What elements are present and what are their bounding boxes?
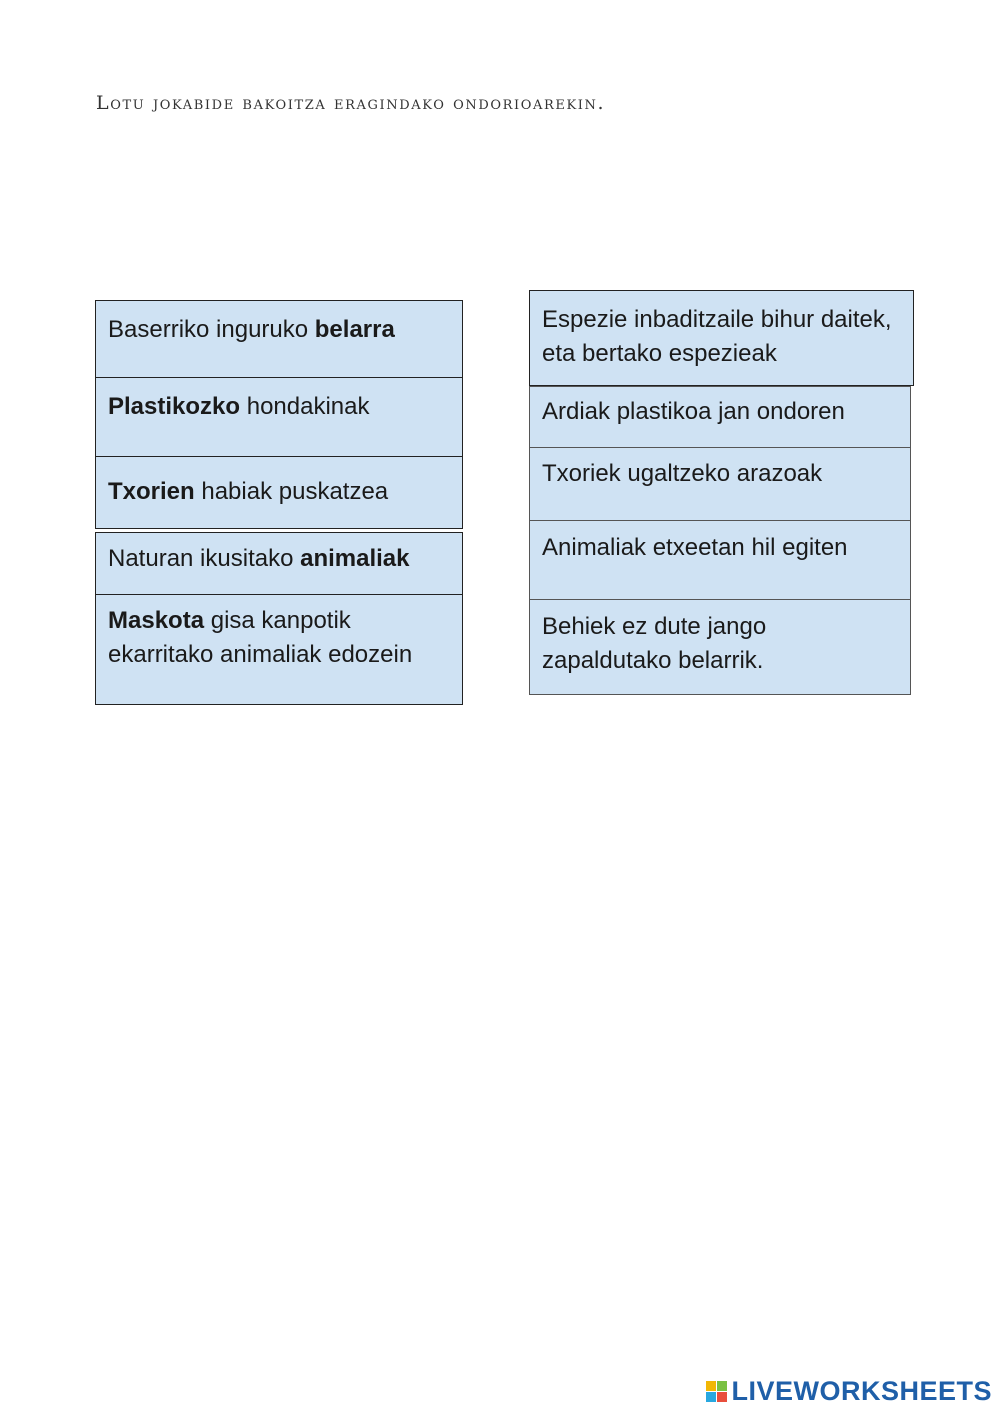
left-item[interactable] bbox=[95, 594, 463, 705]
left-item-keyword: Maskota bbox=[108, 607, 205, 634]
liveworksheets-logo bbox=[706, 1376, 992, 1407]
right-item-text: Animaliak etxeetan hil egiten bbox=[542, 534, 848, 561]
left-item-keyword: belarra bbox=[314, 316, 395, 343]
logo-tile bbox=[706, 1392, 716, 1402]
left-item-keyword: Plastikozko bbox=[108, 393, 241, 420]
left-item-keyword: Txorien bbox=[108, 478, 195, 505]
left-item[interactable] bbox=[95, 300, 463, 378]
right-item[interactable] bbox=[529, 447, 911, 521]
logo-tile bbox=[717, 1381, 727, 1391]
left-item-text: Naturan ikusitako bbox=[108, 545, 301, 572]
right-item-text: Espezie inbaditzaile bihur daitek, eta bertako espezieak bbox=[542, 306, 892, 367]
right-item[interactable] bbox=[529, 290, 914, 386]
left-item-keyword: animaliak bbox=[300, 545, 410, 572]
left-item[interactable] bbox=[95, 456, 463, 529]
right-item-text: Behiek ez dute jango zapaldutako belarrik. bbox=[542, 613, 767, 674]
left-item[interactable] bbox=[95, 532, 463, 595]
right-item-text: Txoriek ugaltzeko arazoak bbox=[542, 460, 823, 487]
logo-text: LIVEWORKSHEETS bbox=[731, 1376, 992, 1406]
logo-tile bbox=[717, 1392, 727, 1402]
right-item[interactable] bbox=[529, 599, 911, 695]
left-item-text: hondakinak bbox=[240, 393, 370, 420]
liveworksheets-logo-icon bbox=[706, 1381, 727, 1402]
left-item-text: gisa kanpotik ekarritako animaliak edozein bbox=[108, 607, 413, 668]
left-item-text: habiak puskatzea bbox=[194, 478, 389, 505]
left-item-text: Baserriko inguruko bbox=[108, 316, 315, 343]
right-item[interactable] bbox=[529, 386, 911, 448]
left-item[interactable] bbox=[95, 377, 463, 457]
right-item-text: Ardiak plastikoa jan ondoren bbox=[542, 398, 845, 425]
instruction-title: Lotu jokabide bakoitza eragindako ondorioarekin. bbox=[96, 92, 606, 114]
logo-tile bbox=[706, 1381, 716, 1391]
right-item[interactable] bbox=[529, 520, 911, 600]
